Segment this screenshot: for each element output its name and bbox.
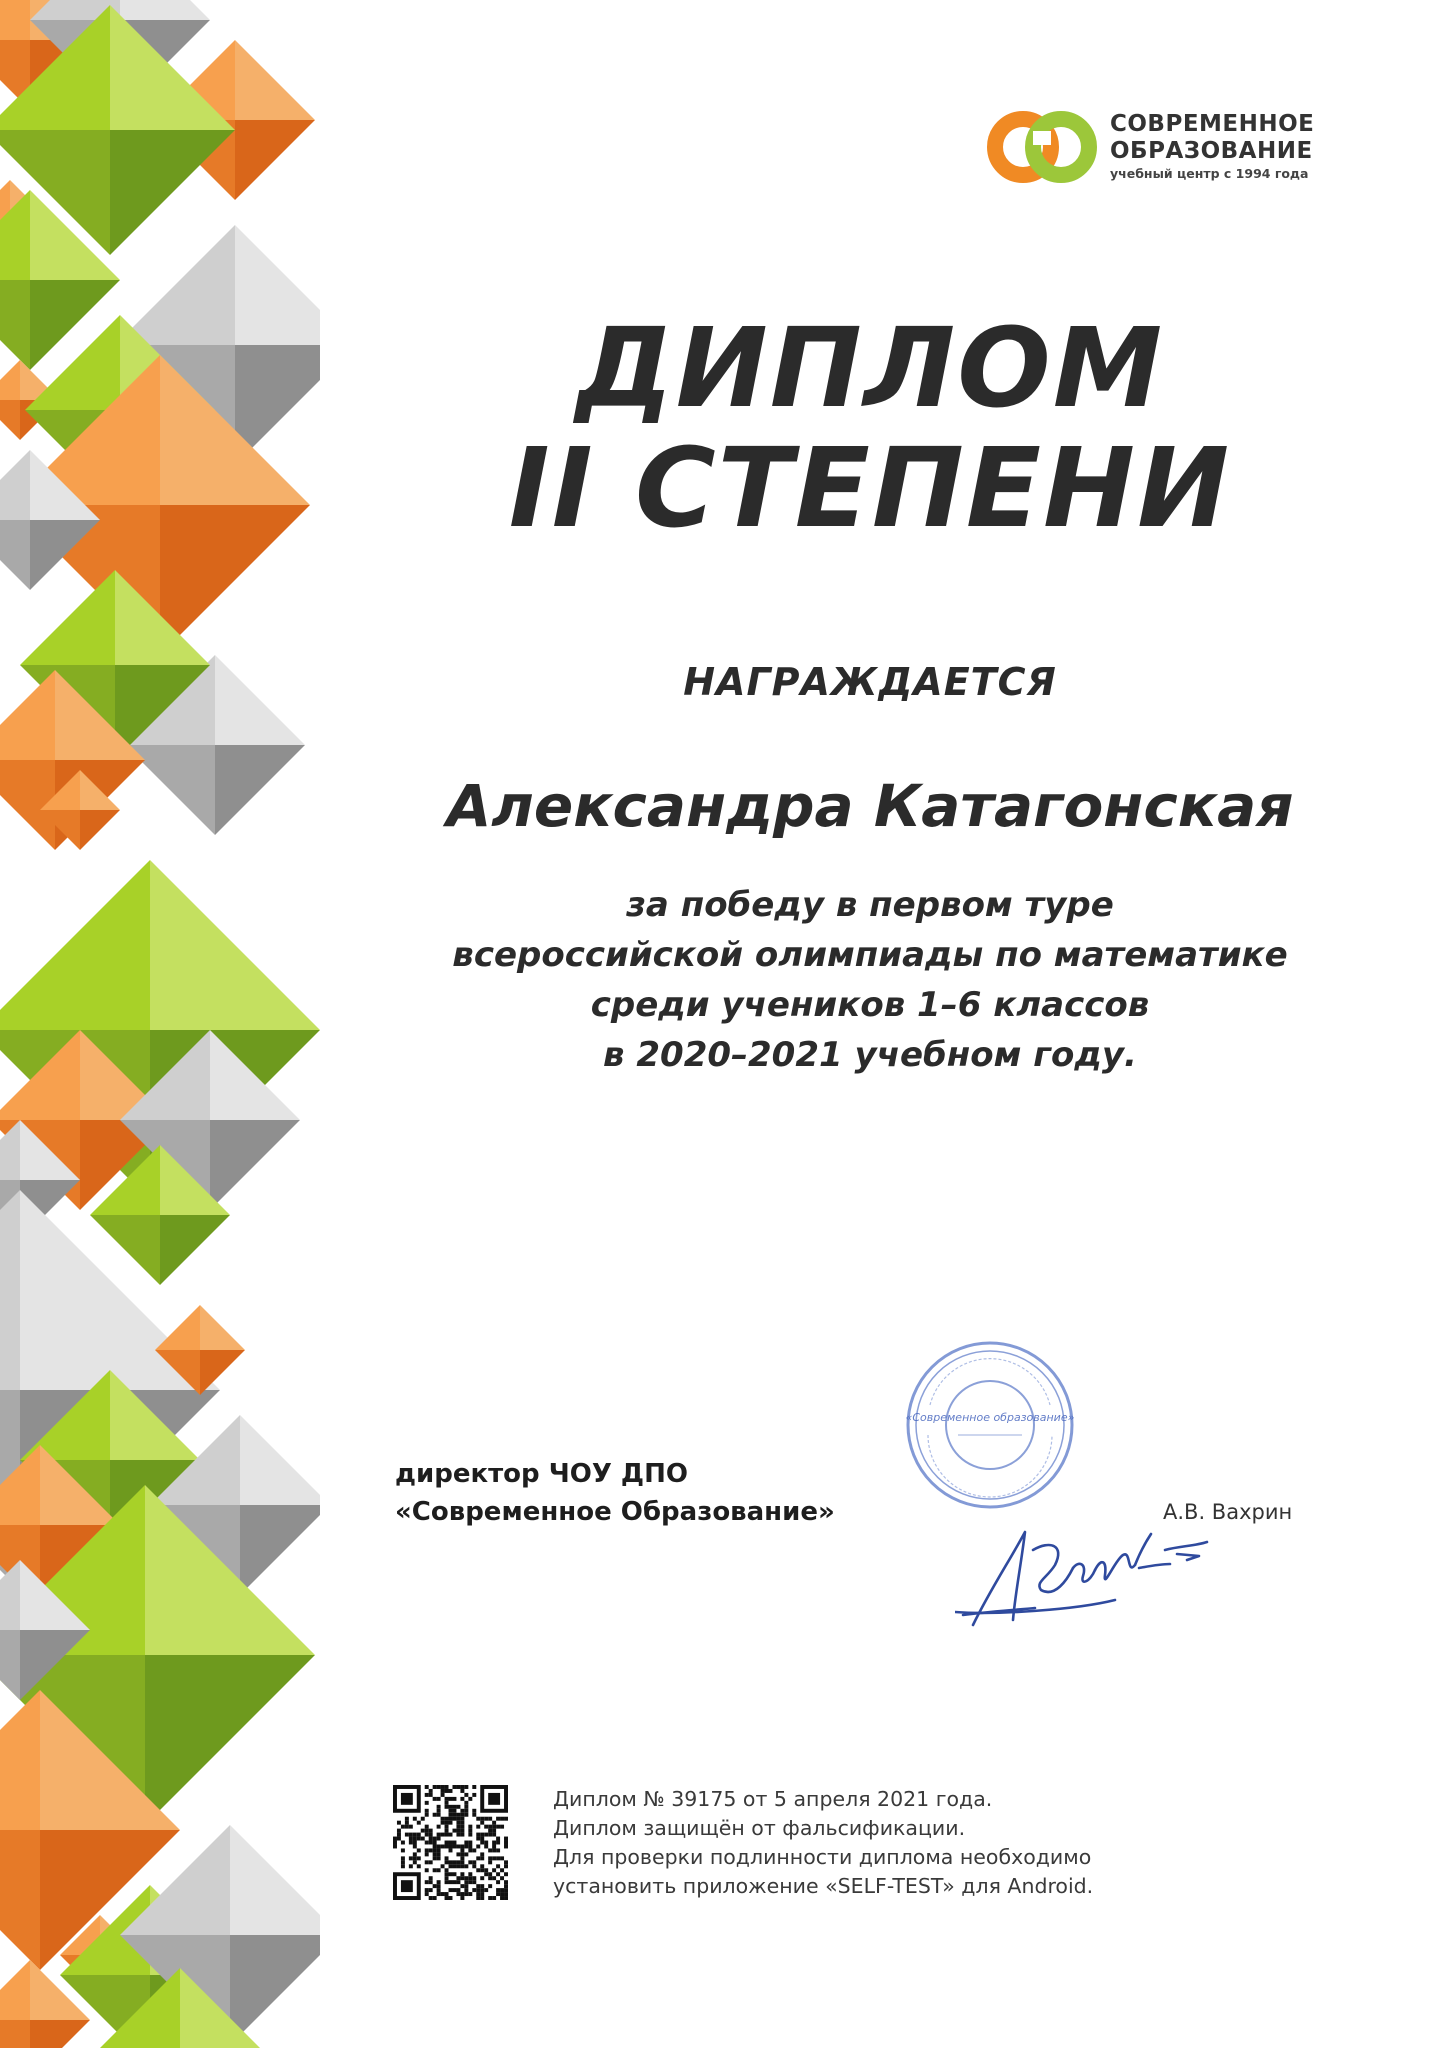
reason-line: в 2020–2021 учебном году. [603, 1035, 1137, 1075]
decorative-diamond-facet [80, 810, 120, 850]
decorative-diamond-facet [0, 1690, 40, 1830]
decorative-diamond-facet [0, 280, 30, 370]
footnote-line: Для проверки подлинности диплома необходимо [553, 1845, 1092, 1869]
decorative-diamond-facet [155, 1305, 200, 1350]
decorative-geometric-border [0, 0, 320, 2048]
decorative-diamond-facet [0, 520, 30, 590]
decorative-diamond-facet [110, 130, 235, 255]
organization-logo [985, 107, 1325, 187]
decorative-diamond-facet [215, 655, 305, 745]
award-reason [330, 880, 1410, 1080]
decorative-diamond-facet [150, 860, 320, 1030]
reason-line: всероссийской олимпиады по математике [452, 935, 1288, 975]
awarded-label: НАГРАЖДАЕТСЯ [683, 660, 1057, 704]
handwritten-signature [955, 1520, 1215, 1635]
decorative-diamond-facet [0, 670, 55, 760]
decorative-diamond-facet [160, 505, 310, 655]
decorative-diamond-facet [145, 1655, 315, 1825]
decorative-diamond-facet [235, 120, 315, 200]
decorative-diamond-facet [115, 225, 235, 345]
linked-rings-logo-icon [985, 107, 1100, 187]
decorative-diamond-facet [240, 1415, 320, 1505]
director-line1: директор ЧОУ ДПО [395, 1459, 688, 1489]
decorative-diamond-facet [230, 1935, 320, 2045]
decorative-diamond-facet [0, 1190, 20, 1390]
decorative-diamond-facet [0, 400, 20, 440]
decorative-diamond-facet [160, 1215, 230, 1285]
decorative-diamond-facet [235, 40, 315, 120]
decorative-diamond-facet [215, 745, 305, 835]
diploma-degree: II СТЕПЕНИ [508, 424, 1232, 552]
decorative-diamond-facet [0, 860, 150, 1030]
reason-line: среди учеников 1–6 классов [590, 985, 1150, 1025]
decorative-diamond-facet [0, 360, 20, 400]
decorative-diamond-facet [0, 1630, 20, 1700]
decorative-diamond-facet [0, 450, 30, 520]
signer-name: А.В. Вахрин [1163, 1500, 1293, 1524]
reason-line: за победу в первом туре [626, 885, 1114, 925]
director-line2: «Современное Образование» [395, 1497, 835, 1527]
qr-code-icon [393, 1785, 508, 1900]
decorative-diamond-facet [200, 1305, 245, 1350]
decorative-diamond-facet [235, 225, 320, 345]
diploma-footnote [553, 1785, 1093, 1901]
decorative-diamond-facet [210, 1120, 300, 1210]
director-title [395, 1455, 835, 1531]
footnote-line: Диплом № 39175 от 5 апреля 2021 года. [553, 1787, 993, 1811]
decorative-diamond-facet [200, 1350, 245, 1395]
decorative-diamond-facet [0, 0, 30, 40]
decorative-diamond-facet [30, 2020, 90, 2048]
decorative-diamond-facet [0, 1960, 30, 2020]
official-stamp [900, 1335, 1080, 1515]
recipient-name: Александра Катагонская [446, 772, 1294, 840]
logo-subtitle: учебный центр с 1994 года [1110, 166, 1309, 181]
stamp-center-text: «Современное образование» [905, 1411, 1075, 1424]
decorative-diamond-facet [0, 2020, 30, 2048]
decorative-diamond-facet [0, 1830, 40, 1970]
decorative-diamond-facet [120, 0, 210, 20]
footnote-line: Диплом защищён от фальсификации. [553, 1816, 966, 1840]
diploma-title: ДИПЛОМ [575, 304, 1165, 432]
logo-title-line2: ОБРАЗОВАНИЕ [1110, 138, 1313, 164]
logo-title-line1: СОВРЕМЕННОЕ [1110, 111, 1315, 137]
decorative-diamond-facet [240, 1505, 320, 1595]
decorative-diamond-facet [230, 1825, 320, 1935]
footnote-line: установить приложение «SELF-TEST» для Android. [553, 1874, 1094, 1898]
